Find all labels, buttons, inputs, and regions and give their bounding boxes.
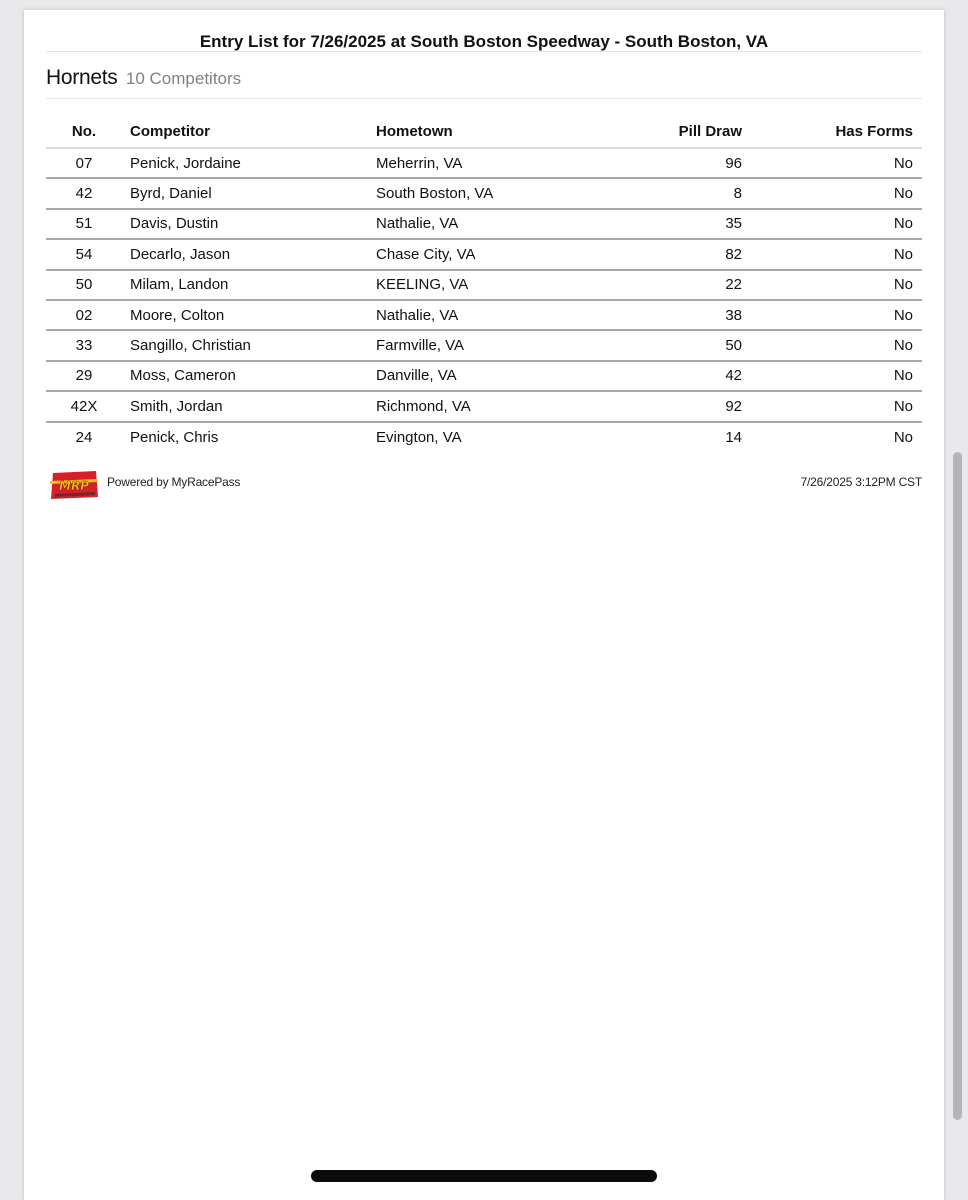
cell-competitor: Moss, Cameron (130, 361, 376, 391)
cell-has-forms: No (742, 178, 922, 208)
table-header-row (46, 116, 922, 148)
cell-competitor: Milam, Landon (130, 270, 376, 300)
table-row (46, 178, 922, 208)
table-row (46, 391, 922, 421)
page-footer (46, 470, 922, 502)
table-row (46, 330, 922, 360)
cell-pill-draw: 38 (614, 300, 742, 330)
header-competitor: Competitor (130, 116, 376, 148)
cell-hometown: Danville, VA (376, 361, 614, 391)
cell-has-forms: No (742, 148, 922, 178)
cell-hometown: Chase City, VA (376, 239, 614, 269)
cell-hometown: Nathalie, VA (376, 209, 614, 239)
class-heading (46, 66, 241, 90)
cell-no: 24 (75, 428, 93, 446)
cell-no: 42X (46, 391, 130, 421)
cell-hometown: South Boston, VA (376, 178, 614, 208)
table-row (46, 300, 922, 330)
cell-has-forms: No (742, 361, 922, 391)
cell-no: 07 (46, 148, 130, 178)
cell-competitor: Penick, Chris (130, 428, 219, 446)
header-has-forms: Has Forms (742, 116, 922, 148)
cell-has-forms: No (742, 300, 922, 330)
table-row (46, 270, 922, 300)
cell-pill-draw: 8 (614, 178, 742, 208)
table-row (46, 209, 922, 239)
header-no: No. (46, 116, 130, 148)
cell-pill-draw: 42 (614, 361, 742, 391)
table-row (46, 148, 922, 178)
class-name: Hornets (46, 66, 118, 89)
title-divider (46, 51, 922, 52)
cell-no: 02 (46, 300, 130, 330)
cell-competitor: Smith, Jordan (130, 391, 376, 421)
cell-competitor: Davis, Dustin (130, 209, 376, 239)
header-pill-draw: Pill Draw (614, 116, 742, 148)
document-page (24, 10, 944, 1200)
powered-by-text: Powered by MyRacePass (107, 475, 241, 489)
home-indicator[interactable] (311, 1170, 657, 1182)
cell-pill-draw: 35 (614, 209, 742, 239)
cell-has-forms: No (742, 209, 922, 239)
cell-pill-draw: 92 (614, 391, 742, 421)
page-title: Entry List for 7/26/2025 at South Boston Speedway - South Boston, VA (199, 32, 769, 51)
cell-no: 51 (46, 209, 130, 239)
cell-has-forms: No (893, 428, 913, 446)
heading-divider (46, 98, 922, 99)
cell-competitor: Decarlo, Jason (130, 239, 376, 269)
cell-competitor: Moore, Colton (130, 300, 376, 330)
header-hometown: Hometown (376, 116, 614, 148)
cell-has-forms: No (742, 239, 922, 269)
cell-hometown: Nathalie, VA (376, 300, 614, 330)
entry-table (46, 116, 922, 452)
cell-hometown: Meherrin, VA (376, 148, 614, 178)
cell-pill-draw: 14 (725, 428, 742, 446)
cell-has-forms: No (742, 330, 922, 360)
cell-pill-draw: 22 (614, 270, 742, 300)
table-row (46, 239, 922, 269)
cell-has-forms: No (742, 391, 922, 421)
competitor-count: 10 Competitors (125, 69, 242, 88)
cell-hometown: Evington, VA (376, 428, 462, 446)
cell-competitor: Byrd, Daniel (130, 178, 376, 208)
myracepass-logo-icon[interactable] (49, 470, 99, 500)
cell-no: 42 (46, 178, 130, 208)
cell-pill-draw: 96 (614, 148, 742, 178)
cell-no: 54 (46, 239, 130, 269)
cell-hometown: KEELING, VA (376, 270, 614, 300)
generated-timestamp: 7/26/2025 3:12PM CST (800, 475, 922, 489)
cell-no: 50 (46, 270, 130, 300)
cell-competitor: Penick, Jordaine (130, 148, 376, 178)
logo-text: MRP (59, 479, 89, 493)
cell-has-forms: No (742, 270, 922, 300)
cell-hometown: Richmond, VA (376, 391, 614, 421)
cell-competitor: Sangillo, Christian (130, 330, 376, 360)
cell-pill-draw: 50 (614, 330, 742, 360)
table-row (46, 361, 922, 391)
cell-pill-draw: 82 (614, 239, 742, 269)
cell-no: 33 (46, 330, 130, 360)
vertical-scrollbar[interactable] (953, 452, 962, 1120)
cell-hometown: Farmville, VA (376, 330, 614, 360)
table-row (46, 422, 922, 452)
cell-no: 29 (46, 361, 130, 391)
